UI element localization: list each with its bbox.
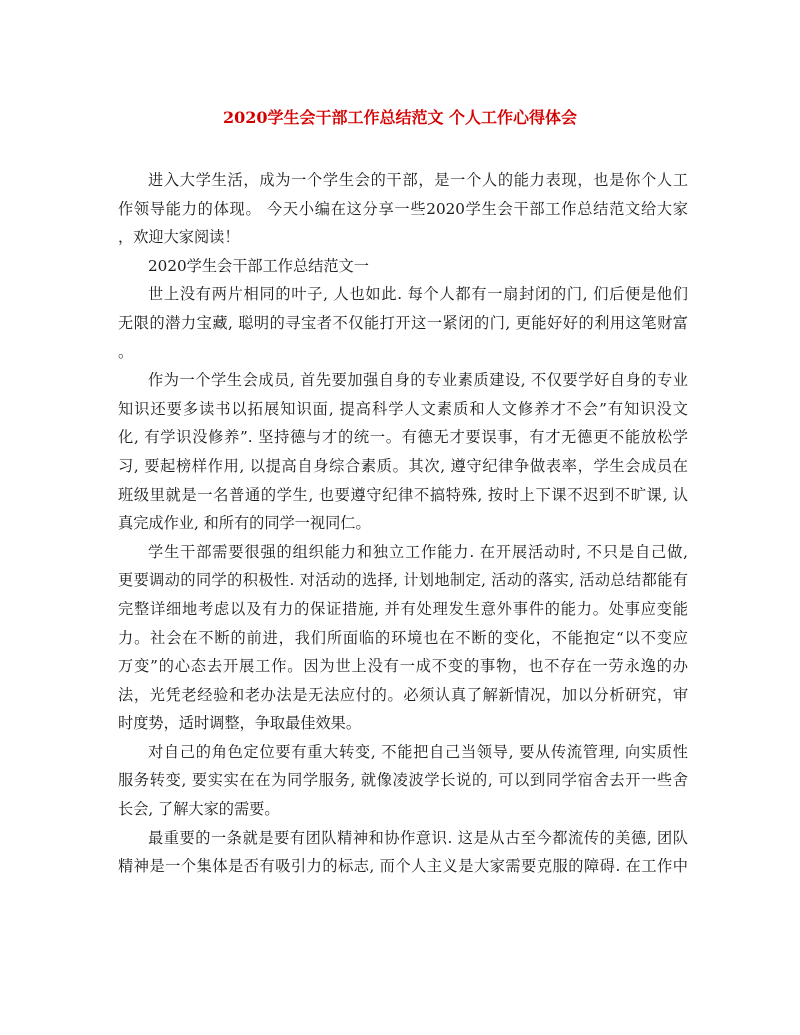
body-line: 最重要的一条就是要有团队精神和协作意识. 这是从古至今都流传的美德, 团队 (148, 828, 688, 847)
document-body (118, 166, 688, 881)
body-line: 作领导能力的体现。 今天小编在这分享一些2020学生会干部工作总结范文给大家 (118, 199, 688, 218)
body-line: 化, 有学识没修养”. 坚持德与才的统一。有德无才要误事，有才无德更不能放松学 (118, 428, 688, 447)
body-line: 对自己的角色定位要有重大转变, 不能把自己当领导, 要从传流管理, 向实质性 (148, 742, 688, 761)
body-line: 习, 要起榜样作用, 以提高自身综合素质。其次, 遵守纪律争做表率，学生会成员在 (118, 456, 688, 475)
body-line: 无限的潜力宝藏, 聪明的寻宝者不仅能打开这一紧闭的门, 更能好好的利用这笔财富 (118, 313, 688, 332)
body-line: 长会, 了解大家的需要。 (118, 800, 280, 819)
body-line: 完整详细地考虑以及有力的保证措施, 并有处理发生意外事件的能力。处事应变能 (118, 599, 688, 618)
body-line: 班级里就是一名普通的学生, 也要遵守纪律不搞特殊, 按时上下课不迟到不旷课, 认 (118, 485, 688, 504)
body-line: 世上没有两片相同的叶子, 人也如此. 每个人都有一扇封闭的门, 们后便是他们 (148, 285, 688, 304)
body-line: 法，光凭老经验和老办法是无法应付的。必须认真了解新情况，加以分析研究，审 (118, 685, 688, 704)
body-line: 作为一个学生会成员, 首先要加强自身的专业素质建设, 不仅要学好自身的专业 (148, 371, 688, 390)
body-line: 精神是一个集体是否有吸引力的标志, 而个人主义是大家需要克服的障碍. 在工作中 (118, 857, 688, 876)
body-line: 服务转变, 要实实在在为同学服务, 就像凌波学长说的, 可以到同学宿舍去开一些舍 (118, 771, 688, 790)
body-line: 进入大学生活，成为一个学生会的干部，是一个人的能力表现，也是你个人工 (148, 171, 688, 189)
document-title: 2020学生会干部工作总结范文 个人工作心得体会 (222, 108, 578, 127)
body-line: 万变”的心态去开展工作。因为世上没有一成不变的事物，也不存在一劳永逸的办 (118, 657, 688, 676)
body-line: 真完成作业, 和所有的同学一视同仁。 (118, 514, 371, 533)
body-line: 知识还要多读书以拓展知识面, 提高科学人文素质和人文修养才不会”有知识没文 (118, 399, 688, 418)
body-line: ，欢迎大家阅读！ (118, 228, 240, 247)
body-line: 时度势，适时调整，争取最佳效果。 (118, 714, 361, 733)
body-line: 力。社会在不断的前进，我们所面临的环境也在不断的变化，不能抱定“以不变应 (118, 628, 688, 647)
body-line: 。 (118, 342, 134, 361)
body-line: 更要调动的同学的积极性. 对活动的选择, 计划地制定, 活动的落实, 活动总结都能有 (118, 571, 688, 590)
body-line: 2020学生会干部工作总结范文一 (148, 256, 369, 275)
body-line: 学生干部需要很强的组织能力和独立工作能力. 在开展活动时, 不只是自己做, (148, 542, 688, 561)
